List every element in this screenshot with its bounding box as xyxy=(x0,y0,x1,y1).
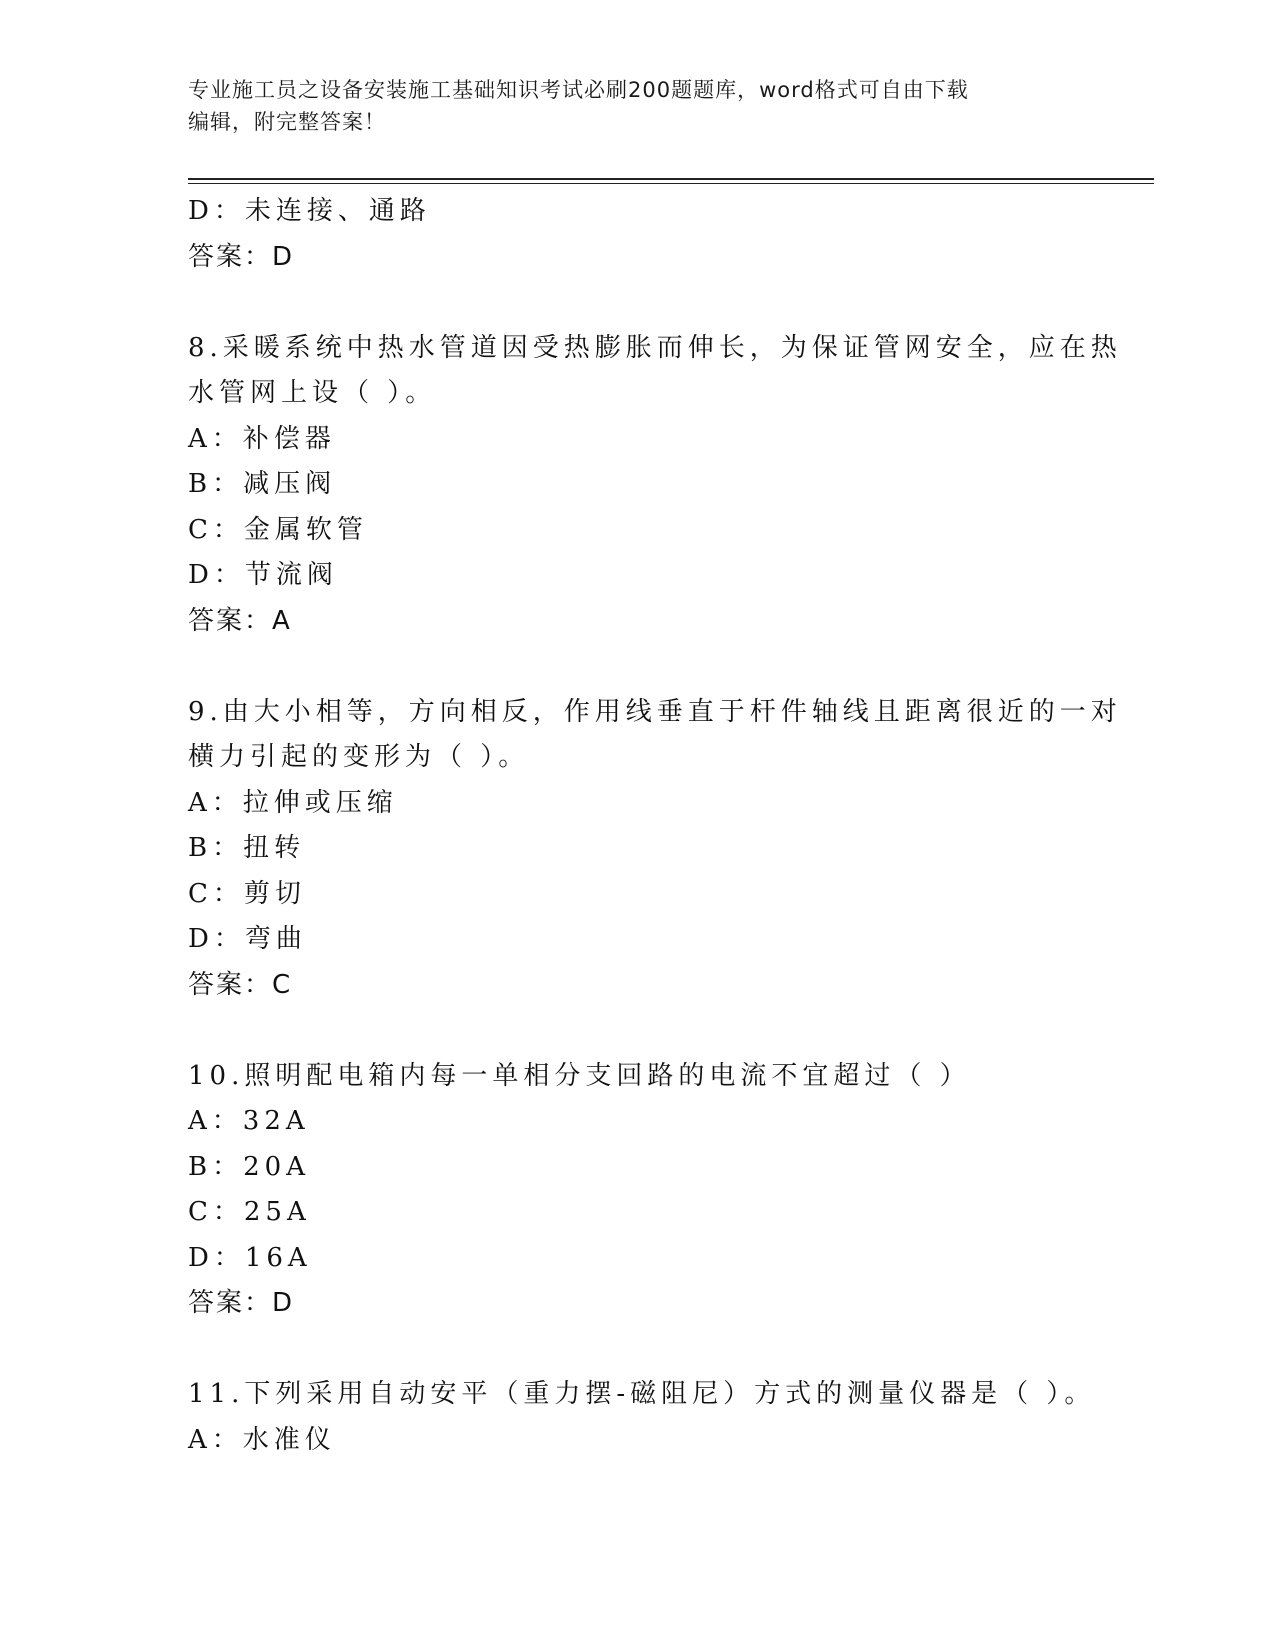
question-text-line-1: 10.照明配电箱内每一单相分支回路的电流不宜超过（ ） xyxy=(188,1060,971,1091)
question-text-line-2: 水管网上设（ ）。 xyxy=(188,378,437,408)
option-b: B：减压阀 xyxy=(188,469,337,499)
option-a: A：拉伸或压缩 xyxy=(188,787,398,818)
answer: 答案：D xyxy=(188,1288,295,1318)
question-text-line-1: 11.下列采用自动安平（重力摆-磁阻尼）方式的测量仪器是（ ）。 xyxy=(188,1379,1096,1409)
option-c: C：金属软管 xyxy=(188,514,368,545)
option-c: C：25A xyxy=(188,1197,311,1227)
option-d: D：弯曲 xyxy=(188,924,307,954)
spacer xyxy=(188,1008,1088,1054)
question-text-line-1: 9.由大小相等，方向相反，作用线垂直于杆件轴线且距离很近的一对 xyxy=(188,696,1122,727)
option-d: D：节流阀 xyxy=(188,560,338,590)
option-c: C：剪切 xyxy=(188,878,306,909)
question-text-line-1: 8.采暖系统中热水管道因受热膨胀而伸长，为保证管网安全，应在热 xyxy=(188,332,1122,363)
question-10 xyxy=(188,1054,1088,1327)
spacer xyxy=(188,280,1088,326)
answer: 答案：A xyxy=(188,605,292,636)
document-header xyxy=(188,74,1088,138)
option-d: D：未连接、通路 xyxy=(188,196,431,226)
option-b: B：20A xyxy=(188,1151,310,1182)
option-a: A：32A xyxy=(188,1106,310,1136)
spacer xyxy=(188,644,1088,690)
spacer xyxy=(188,1327,1088,1373)
document-body xyxy=(188,189,1122,1463)
header-divider-thin xyxy=(188,183,1154,184)
answer: 答案：C xyxy=(188,969,293,1000)
header-line-1: 专业施工员之设备安装施工基础知识考试必刷200题题库，word格式可自由下载 xyxy=(188,78,969,102)
answer: 答案：D xyxy=(188,241,295,272)
option-d: D：16A xyxy=(188,1242,312,1273)
question-9 xyxy=(188,690,1122,1009)
option-a: A：水准仪 xyxy=(188,1424,336,1455)
question-8 xyxy=(188,326,1122,645)
option-a: A：补偿器 xyxy=(188,423,336,454)
header-line-2: 编辑，附完整答案！ xyxy=(188,110,386,134)
question-11 xyxy=(188,1372,1096,1463)
question-7-tail xyxy=(188,189,1088,280)
header-divider-thick xyxy=(188,178,1154,180)
question-text-line-2: 横力引起的变形为（ ）。 xyxy=(188,742,530,772)
option-b: B：扭转 xyxy=(188,833,306,863)
